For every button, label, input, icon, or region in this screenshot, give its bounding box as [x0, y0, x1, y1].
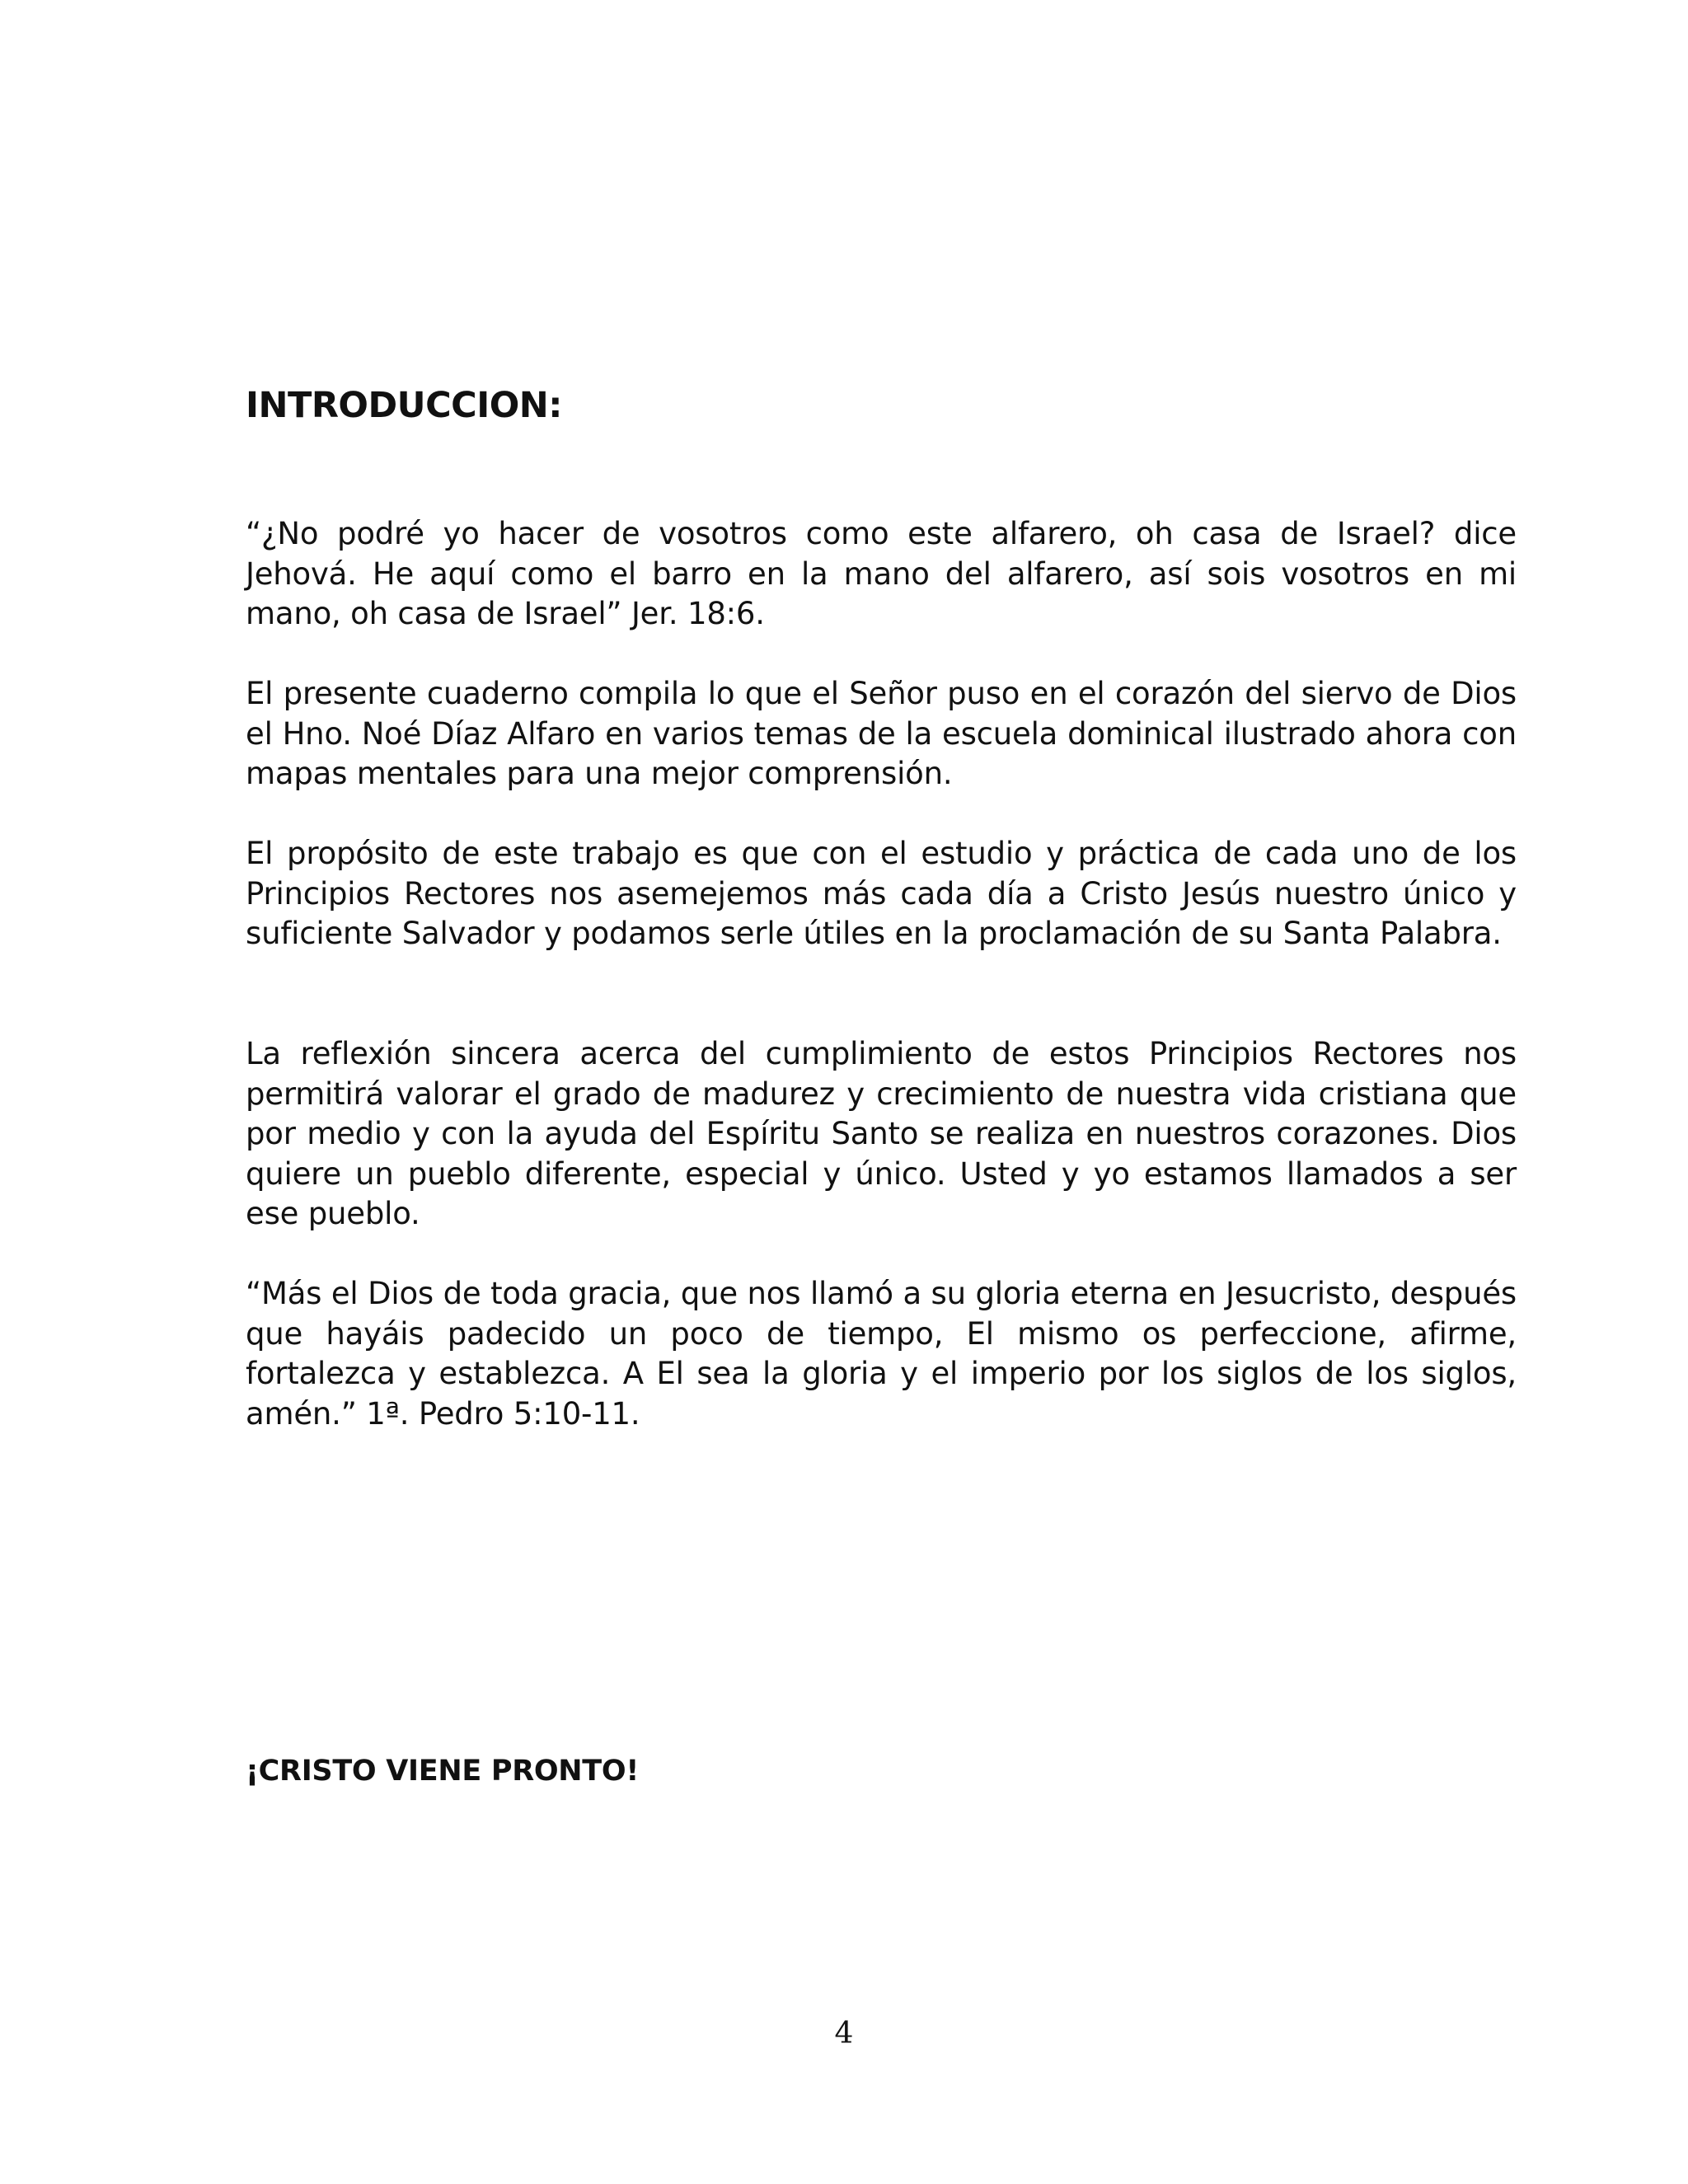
closing-quote-paragraph: “Más el Dios de toda gracia, que nos llamó a su gloria eterna en Jesucristo, después que hayáis padecido un poco de tiempo, El mismo os perfeccione, afirme, fortalezca y establezca. A El sea la gloria y el imperio por los siglos de los siglos, amén.” 1ª. Pedro 5:10-11. [246, 1276, 1517, 1432]
objective-paragraph: El propósito de este trabajo es que con el estudio y práctica de cada uno de los Principios Rectores nos asemejemos más cada día a Cristo Jesús nuestro único y suficiente Salvador y podamos serle útiles en la proclamación de su Santa Palabra. [246, 836, 1517, 951]
purpose-paragraph: El presente cuaderno compila lo que el Señor puso en el corazón del siervo de Dios el Hno. Noé Díaz Alfaro en varios temas de la escuela dominical ilustrado ahora con mapas mentales para una mejor comprensión. [246, 676, 1517, 791]
page-number: 4 [834, 2017, 854, 2050]
closing-statement: ¡CRISTO VIENE PRONTO! [246, 1755, 639, 1788]
opening-quote-paragraph: “¿No podré yo hacer de vosotros como este alfarero, oh casa de Israel? dice Jehová. He aquí como el barro en la mano del alfarero, así sois vosotros en mi mano, oh casa de Israel” Jer. 18:6. [246, 516, 1517, 631]
reflection-paragraph: La reflexión sincera acerca del cumplimiento de estos Principios Rectores nos permitirá valorar el grado de madurez y crecimiento de nuestra vida cristiana que por medio y con la ayuda del Espíritu Santo se realiza en nuestros corazones. Dios quiere un pueblo diferente, especial y único. Usted y yo estamos llamados a ser ese pueblo. [246, 1036, 1517, 1231]
section-heading: INTRODUCCION: [246, 385, 562, 426]
